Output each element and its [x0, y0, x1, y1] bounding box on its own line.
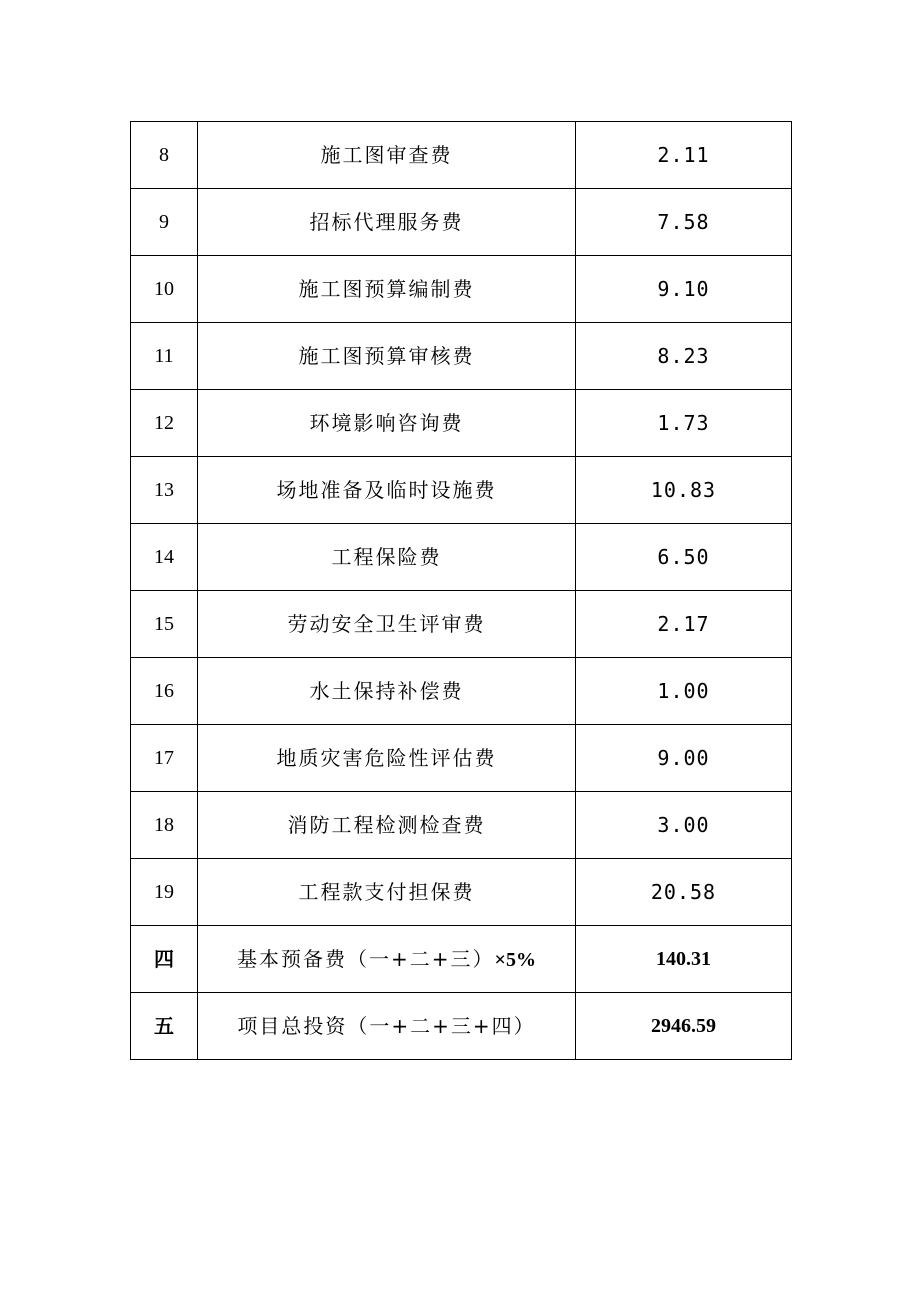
- fee-amount: 9.00: [576, 725, 792, 792]
- row-number: 9: [131, 189, 198, 256]
- row-number: 18: [131, 792, 198, 859]
- row-number: 11: [131, 323, 198, 390]
- table-row: [131, 390, 792, 457]
- table-row: [131, 859, 792, 926]
- row-number: 19: [131, 859, 198, 926]
- row-number: 12: [131, 390, 198, 457]
- table-row: [131, 256, 792, 323]
- table-row: [131, 792, 792, 859]
- summary-name-text: 基本预备费（一+二+三）: [237, 946, 495, 971]
- summary-name-text: 项目总投资（一+二+三+四）: [237, 1013, 536, 1038]
- fee-name: 地质灾害危险性评估费: [198, 725, 576, 792]
- row-number: 10: [131, 256, 198, 323]
- fee-name: 工程保险费: [198, 524, 576, 591]
- cost-table-body: [131, 122, 792, 1060]
- table-row: [131, 658, 792, 725]
- summary-row-contingency: [131, 926, 792, 993]
- fee-name: 劳动安全卫生评审费: [198, 591, 576, 658]
- summary-name: [198, 926, 576, 993]
- fee-amount: 10.83: [576, 457, 792, 524]
- summary-row-total-investment: [131, 993, 792, 1060]
- table-row: [131, 524, 792, 591]
- fee-amount: 1.73: [576, 390, 792, 457]
- fee-name: 消防工程检测检查费: [198, 792, 576, 859]
- row-number: 15: [131, 591, 198, 658]
- fee-amount: 7.58: [576, 189, 792, 256]
- row-number: 14: [131, 524, 198, 591]
- section-number: 五: [131, 993, 198, 1060]
- fee-amount: 9.10: [576, 256, 792, 323]
- fee-amount: 6.50: [576, 524, 792, 591]
- fee-amount: 3.00: [576, 792, 792, 859]
- table-row: [131, 591, 792, 658]
- fee-name: 施工图预算审核费: [198, 323, 576, 390]
- section-number: 四: [131, 926, 198, 993]
- summary-amount: 140.31: [576, 926, 792, 993]
- fee-name: 水土保持补偿费: [198, 658, 576, 725]
- table-row: [131, 122, 792, 189]
- fee-name: 工程款支付担保费: [198, 859, 576, 926]
- fee-amount: 2.11: [576, 122, 792, 189]
- table-row: [131, 189, 792, 256]
- table-row: [131, 323, 792, 390]
- row-number: 17: [131, 725, 198, 792]
- table-row: [131, 457, 792, 524]
- row-number: 13: [131, 457, 198, 524]
- fee-name: 施工图审查费: [198, 122, 576, 189]
- row-number: 8: [131, 122, 198, 189]
- fee-name: 场地准备及临时设施费: [198, 457, 576, 524]
- fee-amount: 8.23: [576, 323, 792, 390]
- fee-name: 环境影响咨询费: [198, 390, 576, 457]
- fee-name: 施工图预算编制费: [198, 256, 576, 323]
- summary-name: [198, 993, 576, 1060]
- cost-table: [130, 121, 792, 1060]
- fee-name: 招标代理服务费: [198, 189, 576, 256]
- summary-name-suffix: ×5%: [494, 948, 536, 971]
- row-number: 16: [131, 658, 198, 725]
- fee-amount: 1.00: [576, 658, 792, 725]
- table-row: [131, 725, 792, 792]
- fee-amount: 2.17: [576, 591, 792, 658]
- fee-amount: 20.58: [576, 859, 792, 926]
- summary-amount: 2946.59: [576, 993, 792, 1060]
